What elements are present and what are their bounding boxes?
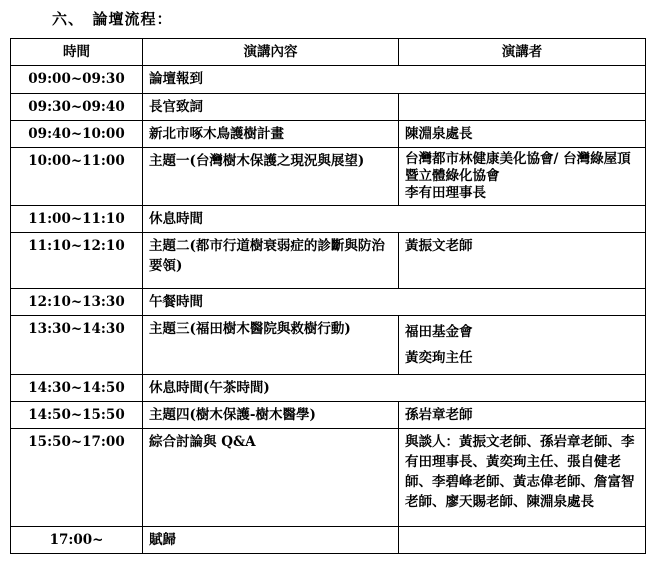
table-row [11, 148, 646, 206]
table-row [11, 121, 646, 148]
row-time: 11:10~12:10 [11, 233, 143, 289]
row-content: 綜合討論與 Q&A [143, 429, 399, 527]
row-speaker: 陳淵泉處長 [399, 121, 646, 148]
row-time: 09:00~09:30 [11, 66, 143, 94]
row-speaker [399, 148, 646, 206]
row-content: 主題二(都市行道樹衰弱症的診斷與防治要領) [143, 233, 399, 289]
header-content: 演講內容 [143, 39, 399, 66]
row-time: 13:30~14:30 [11, 316, 143, 375]
row-content: 午餐時間 [143, 289, 646, 316]
row-content: 新北市啄木鳥護樹計畫 [143, 121, 399, 148]
table-row [11, 206, 646, 233]
row-speaker [399, 316, 646, 375]
row-time: 14:50~15:50 [11, 402, 143, 429]
row-time: 09:30~09:40 [11, 94, 143, 121]
table-row [11, 375, 646, 402]
speaker-name: 黃奕珣主任 [405, 350, 473, 366]
table-row [11, 429, 646, 527]
table-row [11, 316, 646, 375]
table-row [11, 94, 646, 121]
table-row [11, 66, 646, 94]
row-time: 12:10~13:30 [11, 289, 143, 316]
row-content: 休息時間 [143, 206, 646, 233]
row-speaker: 與談人：黃振文老師、孫岩章老師、李有田理事長、黃奕珣主任、張自健老師、李碧峰老師、黃志偉老師、詹富智老師、廖天賜老師、陳淵泉處長 [399, 429, 646, 527]
speaker-name: 李有田理事長 [405, 185, 486, 201]
row-time: 14:30~14:50 [11, 375, 143, 402]
row-content: 休息時間(午茶時間) [143, 375, 646, 402]
table-row [11, 289, 646, 316]
table-row [11, 402, 646, 429]
row-time: 10:00~11:00 [11, 148, 143, 206]
row-content: 論壇報到 [143, 66, 646, 94]
header-row [11, 39, 646, 66]
row-content: 賦歸 [143, 527, 399, 554]
row-time: 15:50~17:00 [11, 429, 143, 527]
header-time: 時間 [11, 39, 143, 66]
speaker-org: 台灣都市林健康美化協會/ 台灣綠屋頂暨立體綠化協會 [405, 151, 631, 184]
header-speaker: 演講者 [399, 39, 646, 66]
row-speaker [399, 527, 646, 554]
row-content: 主題四(樹木保護-樹木醫學) [143, 402, 399, 429]
table-row [11, 233, 646, 289]
row-content: 主題一(台灣樹木保護之現況與展望) [143, 148, 399, 206]
agenda-table [10, 38, 646, 554]
row-content: 長官致詞 [143, 94, 399, 121]
row-content: 主題三(福田樹木醫院與救樹行動) [143, 316, 399, 375]
row-speaker [399, 94, 646, 121]
row-time: 09:40~10:00 [11, 121, 143, 148]
row-time: 17:00~ [11, 527, 143, 554]
row-speaker: 黃振文老師 [399, 233, 646, 289]
row-speaker: 孫岩章老師 [399, 402, 646, 429]
table-row [11, 527, 646, 554]
row-time: 11:00~11:10 [11, 206, 143, 233]
section-heading: 六、 論壇流程： [52, 10, 173, 28]
speaker-org: 福田基金會 [405, 324, 473, 340]
